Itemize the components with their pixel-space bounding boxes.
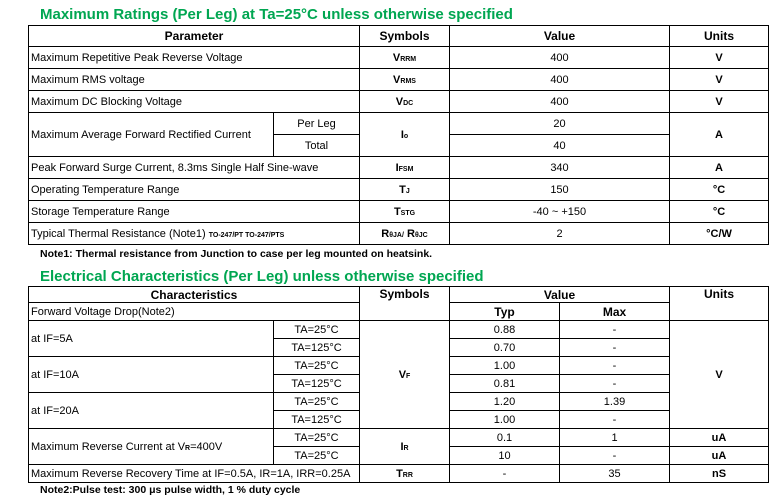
note-1: Note1: Thermal resistance from Junction to case per leg mounted on heatsink. [40,248,433,260]
unit-cell: A [670,157,769,179]
param-cell: Maximum Average Forward Rectified Current [29,113,274,157]
unit-cell: nS [670,465,769,483]
max-cell: - [560,375,670,393]
sub-param-cell: Per Leg [274,113,360,135]
symbol-cell: IR [360,429,450,465]
typ-cell: 1.00 [450,411,560,429]
condition-cell: Maximum Reverse Current at VR=400V [29,429,274,465]
param-cell: Peak Forward Surge Current, 8.3ms Single Half Sine-wave [29,157,360,179]
max-cell: - [560,321,670,339]
unit-cell: V [670,321,769,429]
maximum-ratings-heading: Maximum Ratings (Per Leg) at Ta=25°C unless otherwise specified [40,6,513,23]
max-cell: 1 [560,429,670,447]
typ-cell: 0.88 [450,321,560,339]
header-characteristics: Characteristics [29,287,360,303]
unit-cell: °C [670,179,769,201]
table-row [29,47,769,69]
symbol-cell: Io [360,113,450,157]
temp-cell: TA=25°C [274,357,360,375]
condition-cell: at IF=20A [29,393,274,429]
table-row [29,223,769,245]
sub-param-cell: Total [274,135,360,157]
table-row [29,429,769,447]
unit-cell: V [670,47,769,69]
temp-cell: TA=25°C [274,429,360,447]
unit-cell: V [670,69,769,91]
table-row [29,201,769,223]
electrical-characteristics-heading: Electrical Characteristics (Per Leg) unless otherwise specified [40,268,484,285]
typ-cell: 0.70 [450,339,560,357]
value-cell: 400 [450,69,670,91]
symbol-cell: VRRM [360,47,450,69]
table-row [29,179,769,201]
unit-cell: uA [670,429,769,447]
table-row [29,91,769,113]
electrical-characteristics-table [28,286,769,483]
value-cell: 2 [450,223,670,245]
param-cell: Forward Voltage Drop(Note2) [29,303,360,321]
temp-cell: TA=25°C [274,447,360,465]
header-max: Max [560,303,670,321]
param-cell: Operating Temperature Range [29,179,360,201]
symbol-cell: VDC [360,91,450,113]
table-row [29,157,769,179]
symbol-cell: RθJA/ RθJC [360,223,450,245]
unit-cell: V [670,91,769,113]
typ-cell: 0.81 [450,375,560,393]
unit-cell: uA [670,447,769,465]
max-cell: 1.39 [560,393,670,411]
unit-cell: A [670,113,769,157]
symbol-cell: TJ [360,179,450,201]
param-cell: Maximum RMS voltage [29,69,360,91]
value-cell: 340 [450,157,670,179]
unit-cell: °C/W [670,223,769,245]
header-symbols: Symbols [360,26,450,47]
note-2: Note2:Pulse test: 300 μs pulse width, 1 % duty cycle [40,484,301,496]
param-cell: Maximum Reverse Recovery Time at IF=0.5A, IR=1A, IRR=0.25A [29,465,360,483]
maximum-ratings-table [28,25,769,245]
table-header-row [29,26,769,47]
param-cell: Maximum DC Blocking Voltage [29,91,360,113]
max-cell: - [560,447,670,465]
typ-cell: 1.20 [450,393,560,411]
header-units: Units [670,26,769,47]
max-cell: - [560,411,670,429]
header-units: Units [670,287,769,321]
header-parameter: Parameter [29,26,360,47]
table-row [29,113,769,135]
header-value: Value [450,287,670,303]
symbol-cell: TSTG [360,201,450,223]
max-cell: 35 [560,465,670,483]
temp-cell: TA=125°C [274,375,360,393]
value-cell: 40 [450,135,670,157]
typ-cell: 0.1 [450,429,560,447]
header-value: Value [450,26,670,47]
param-cell: Maximum Repetitive Peak Reverse Voltage [29,47,360,69]
condition-cell: at IF=10A [29,357,274,393]
param-cell: Typical Thermal Resistance (Note1) TO-247/PT TO-247/PTS [29,223,360,245]
unit-cell: °C [670,201,769,223]
table-header-row [29,287,769,303]
symbol-cell: TRR [360,465,450,483]
table-row [29,321,769,339]
value-cell: 400 [450,47,670,69]
value-cell: 400 [450,91,670,113]
table-row [29,465,769,483]
header-typ: Typ [450,303,560,321]
temp-cell: TA=25°C [274,321,360,339]
value-cell: 150 [450,179,670,201]
temp-cell: TA=25°C [274,393,360,411]
typ-cell: 10 [450,447,560,465]
temp-cell: TA=125°C [274,339,360,357]
max-cell: - [560,339,670,357]
condition-cell: at IF=5A [29,321,274,357]
symbol-cell: VF [360,321,450,429]
param-cell: Storage Temperature Range [29,201,360,223]
symbol-cell: IFSM [360,157,450,179]
header-symbols: Symbols [360,287,450,321]
temp-cell: TA=125°C [274,411,360,429]
table-row [29,69,769,91]
typ-cell: 1.00 [450,357,560,375]
value-cell: -40 ~ +150 [450,201,670,223]
symbol-cell: VRMS [360,69,450,91]
value-cell: 20 [450,113,670,135]
typ-cell: - [450,465,560,483]
max-cell: - [560,357,670,375]
